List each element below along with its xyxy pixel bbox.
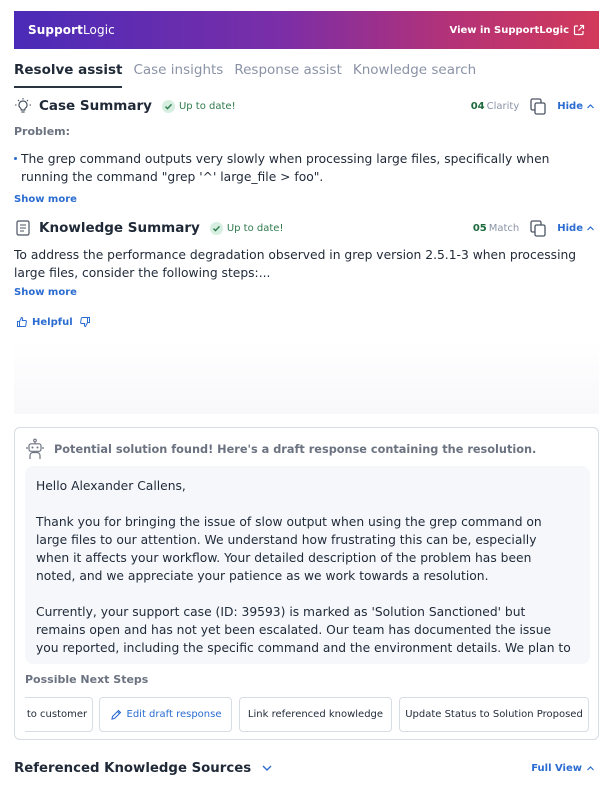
- tab-bar: [14, 60, 476, 88]
- robot-icon: [25, 438, 45, 460]
- chevron-up-icon: [586, 224, 595, 233]
- pencil-icon: [110, 709, 122, 721]
- edit-draft-label: Edit draft response: [126, 709, 222, 720]
- knowledge-summary-text: To address the performance degradation observed in grep version 2.5.1-3 when processing large files, consider the following steps:...: [14, 248, 577, 280]
- clarity-score-label: Clarity: [486, 100, 520, 112]
- view-link-label: View in SupportLogic: [449, 24, 569, 36]
- document-icon: [14, 219, 32, 237]
- knowledge-summary-header: [14, 217, 599, 239]
- view-in-supportlogic-link[interactable]: [450, 24, 586, 36]
- knowledge-summary-hide-toggle[interactable]: [557, 223, 595, 234]
- match-score-label: Match: [488, 222, 520, 234]
- tab-knowledge-search[interactable]: Knowledge search: [352, 62, 477, 78]
- update-status-button[interactable]: [399, 697, 589, 732]
- knowledge-summary-show-more-link[interactable]: Show more: [14, 287, 77, 298]
- copy-icon[interactable]: [529, 219, 547, 237]
- tab-response-assist[interactable]: Response assist: [234, 62, 342, 78]
- next-steps-actions: [25, 697, 590, 733]
- knowledge-summary-status-badge: [210, 222, 284, 235]
- tab-resolve-assist[interactable]: Resolve assist: [14, 60, 122, 88]
- chevron-up-icon: [586, 764, 595, 773]
- draft-paragraph: Currently, your support case (ID: 39593) is marked as 'Solution Sanctioned' but remains open and has not yet been escalated. Our team has documented the issue you reported, including the specific command and the environment details. We plan to: [36, 605, 571, 655]
- clarity-score: [471, 101, 520, 112]
- content-fade-area: [14, 340, 599, 414]
- referenced-knowledge-sources-header: [14, 758, 599, 778]
- send-to-customer-button[interactable]: [25, 697, 93, 732]
- case-summary-hide-toggle[interactable]: [557, 101, 595, 112]
- case-summary-title: Case Summary: [39, 98, 152, 114]
- full-view-label: Full View: [531, 762, 582, 774]
- clarity-score-value: 04: [470, 100, 485, 112]
- chevron-down-icon[interactable]: [261, 762, 273, 774]
- case-summary-status-text: Up to date!: [178, 100, 236, 112]
- link-referenced-knowledge-button[interactable]: [239, 697, 392, 732]
- case-summary-show-more-link[interactable]: Show more: [14, 194, 77, 205]
- not-helpful-button[interactable]: [79, 316, 91, 328]
- potential-solution-card: [14, 427, 599, 740]
- solution-card-heading: Potential solution found! Here's a draft response containing the resolution.: [54, 442, 537, 456]
- case-summary-header: [14, 95, 599, 117]
- helpful-button[interactable]: [16, 316, 73, 328]
- problem-label: Problem:: [14, 125, 71, 138]
- referenced-sources-title: Referenced Knowledge Sources: [14, 760, 252, 776]
- match-score-value: 05: [472, 222, 487, 234]
- hide-label: Hide: [557, 222, 583, 234]
- logo-light-text: Logic: [82, 23, 115, 37]
- problem-text: The grep command outputs very slowly when processing large files, specifically when running the command "grep '^' large_file > foo".: [14, 150, 574, 186]
- match-score: [473, 223, 519, 234]
- tab-case-insights[interactable]: Case insights: [133, 62, 224, 78]
- check-circle-icon: [162, 100, 175, 113]
- helpful-label: Helpful: [32, 316, 73, 328]
- thumbs-up-icon: [16, 316, 28, 328]
- link-knowledge-label: Link referenced knowledge: [247, 709, 384, 720]
- full-view-toggle[interactable]: [531, 763, 595, 774]
- update-status-label: Update Status to Solution Proposed: [405, 709, 583, 720]
- draft-response-box[interactable]: [25, 466, 590, 664]
- hide-label: Hide: [557, 100, 583, 112]
- knowledge-summary-status-text: Up to date!: [226, 222, 284, 234]
- external-link-icon: [573, 24, 585, 36]
- next-steps-label: Possible Next Steps: [25, 673, 149, 686]
- feedback-row: [16, 316, 91, 328]
- case-summary-status-badge: [162, 100, 236, 113]
- supportlogic-banner: [14, 11, 599, 49]
- copy-icon[interactable]: [529, 97, 547, 115]
- solution-card-header: [25, 438, 536, 460]
- supportlogic-logo: [28, 23, 115, 37]
- draft-paragraph: Thank you for bringing the issue of slow output when using the grep command on large files to our attention. We understand how frustrating this can be, especially when it affects your workflow. Your detailed description of the problem has been noted, and we appreciate your patience as we work towards a resolution.: [36, 515, 542, 583]
- logo-bold-text: Support: [28, 23, 83, 37]
- knowledge-summary-title: Knowledge Summary: [39, 220, 200, 236]
- edit-draft-response-button[interactable]: [99, 697, 232, 732]
- draft-greeting: Hello Alexander Callens,: [36, 479, 186, 493]
- lightbulb-icon: [14, 97, 32, 115]
- chevron-up-icon: [586, 102, 595, 111]
- send-to-customer-label: to customer: [26, 709, 88, 720]
- thumbs-down-icon: [79, 316, 91, 328]
- check-circle-icon: [210, 222, 223, 235]
